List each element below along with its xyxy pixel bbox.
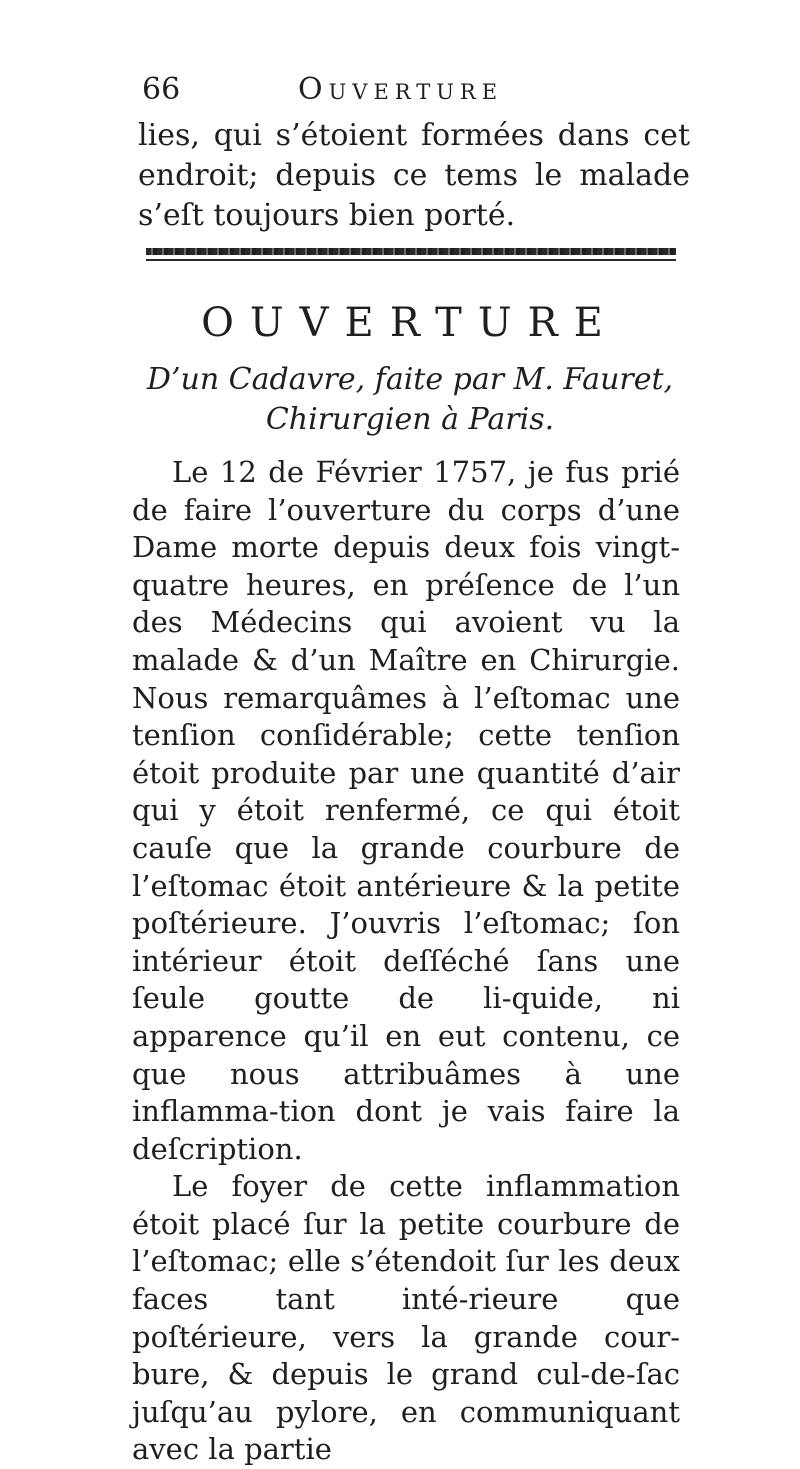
running-title: Ouverture [298, 72, 504, 107]
body-text [132, 454, 680, 1469]
running-head [142, 72, 682, 112]
paragraph: Le foyer de cette inflammation étoit placé ſur la petite courbure de l’eſtomac; elle s’étendoit ſur les deux faces tant inté-rieure que poſtérieure, vers la grande cour-bure, & depuis le grand cul-de-ſac juſqu’au pylore, en communiquant avec la partie [132, 1169, 680, 1467]
section-title: OUVERTURE [201, 300, 619, 346]
carry-over-paragraph: lies, qui s’étoient formées dans cet endroit; depuis ce tems le malade s’eſt toujours bien porté. [138, 118, 690, 233]
page-number: 66 [142, 72, 181, 107]
ornamental-rule [146, 248, 676, 270]
paragraph: Le 12 de Février 1757, je fus prié de faire l’ouverture du corps d’une Dame morte depuis deux fois vingt-quatre heures, en préſence de l’un des Médecins qui avoient vu la malade & d’un Maître en Chirurgie. Nous remarquâmes à l’eſtomac une tenſion conſidérable; cette tenſion étoit produite par une quantité d’air qui y étoit renfermé, ce qui étoit cauſe que la grande courbure de l’eſtomac étoit antérieure & la petite poſtérieure. J’ouvris l’eſtomac; ſon intérieur étoit deſſéché ſans une ſeule goutte de li-quide, ni apparence qu’il en eut contenu, ce que nous attribuâmes à une inflamma-tion dont je vais faire la deſcription. [132, 455, 680, 1166]
section-subtitle [140, 360, 680, 440]
subtitle-line-2: Chirurgien à Paris. [265, 402, 555, 437]
subtitle-line-1: D’un Cadavre, faite par M. Fauret, [146, 362, 674, 397]
